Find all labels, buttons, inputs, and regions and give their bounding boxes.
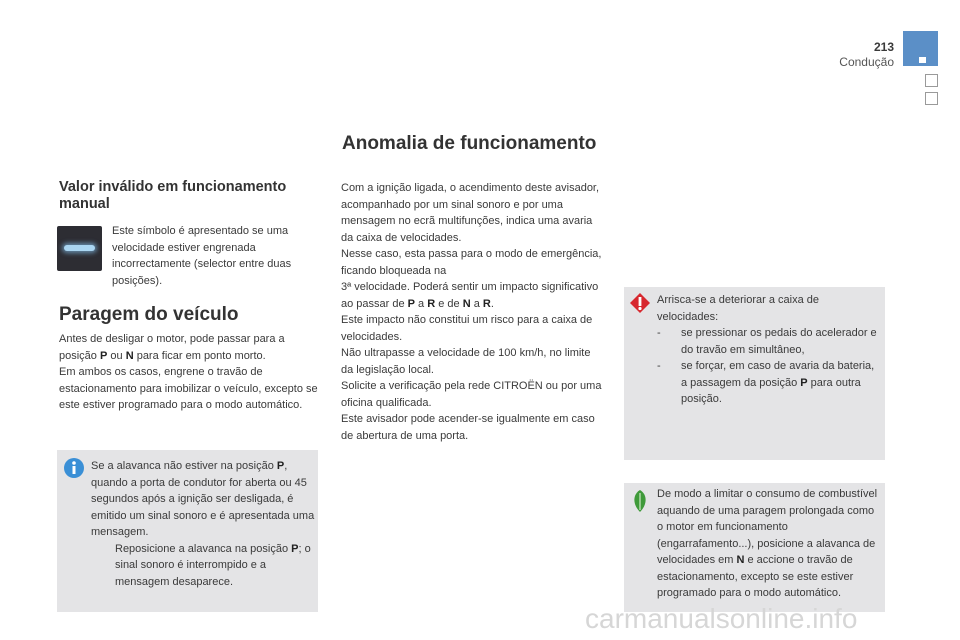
warning-text: Arrisca-se a deteriorar a caixa de velocidades: - se pressionar os pedais do acelerador e do travão em simultâneo, - se forçar, em caso de avaria da bateria, a passagem da posição P para outra posição. <box>657 292 877 408</box>
anomaly-paragraph: Com a ignição ligada, o acendimento deste avisador, acompanhado por um sinal sonoro e por uma mensagem no ecrã multifunções, indica uma avaria da caixa de velocidades. Nesse caso, esta passa para o modo de emergência, ficando bloqueada na 3ª velocidade. Poderá sentir um impacto significativo ao passar de P a R e de N a R. Este impacto não constitui um risco para a caixa de velocidades. Não ultrapasse a velocidade de 100 km/h, no limite da legislação local. Solicite a verificação pela rede CITROËN ou por uma oficina qualificada. Este avisador pode acender-se igualmente em caso de abertura de uma porta. <box>341 182 602 442</box>
warning-item: - se forçar, em caso de avaria da bateria, a passagem da posição P para outra posição. <box>657 360 875 405</box>
section-title: Condução <box>839 55 894 69</box>
section-heading-anomaly: Anomalia de funcionamento <box>342 133 597 154</box>
stop-paragraph: Antes de desligar o motor, pode passar para a posição P ou N para ficar em ponto morto. Em ambos os casos, engrene o travão de estacionamento para imobilizar o veículo, excepto se este estiver programado para o modo automático. <box>59 333 318 411</box>
leaf-icon <box>629 489 651 513</box>
warning-icon <box>629 292 651 314</box>
subheading-invalid-value: Valor inválido em funcionamento manual <box>59 179 287 212</box>
section-heading-stop: Paragem do veículo <box>59 304 239 325</box>
eco-text: De modo a limitar o consumo de combustível aquando de uma paragem prolongada como o motor em funcionamento (engarrafamento...), posicione a alavanca de velocidades em N e accione o travão de estacionamento, excepto se este estiver programado para o modo automático. <box>657 488 878 599</box>
chapter-tab-box <box>925 92 938 105</box>
page-number: 213 <box>873 40 894 54</box>
info-text: Se a alavanca não estiver na posição P, quando a porta de condutor for aberta ou 45 segundos após a ignição ser desligada, é emitido um sinal sonoro e é apresentada uma mensagem. Reposicione a alavanca na posição P; o sinal sonoro é interrompido e a mensagem desaparece. <box>91 458 315 590</box>
gearbox-warning-light-icon <box>64 245 95 251</box>
info-bullet: Reposicione a alavanca na posição P; o sinal sonoro é interrompido e a mensagem desaparece. <box>115 542 311 588</box>
chapter-tab-marker <box>919 57 926 63</box>
info-icon <box>63 457 85 479</box>
symbol-description: Este símbolo é apresentado se uma velocidade estiver engrenada incorrectamente (selector entre duas posições). <box>112 225 292 287</box>
chapter-tab-box <box>925 74 938 87</box>
warning-item: - se pressionar os pedais do acelerador e do travão em simultâneo, <box>657 327 877 356</box>
watermark: carmanualsonline.info <box>585 603 858 634</box>
